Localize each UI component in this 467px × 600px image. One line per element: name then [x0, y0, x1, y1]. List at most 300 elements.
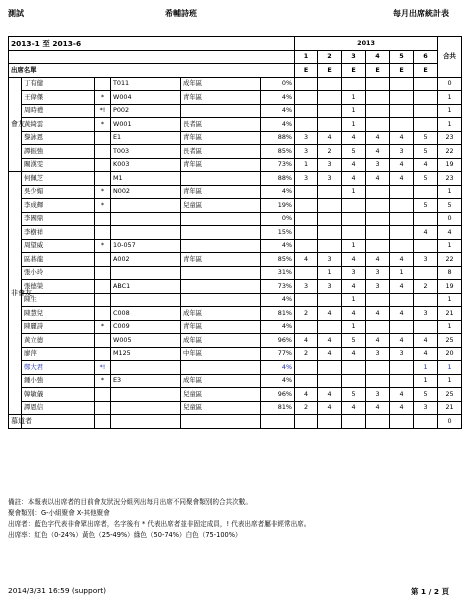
- month-count: 3: [366, 347, 390, 361]
- month-count: 1: [390, 266, 414, 280]
- month-count: 3: [414, 401, 438, 415]
- month-count: 1: [342, 91, 366, 105]
- row-total: 1: [438, 320, 462, 334]
- row-total: 1: [438, 374, 462, 388]
- member-mark: [95, 158, 111, 172]
- month-count: [318, 91, 342, 105]
- meeting-type: E: [414, 64, 438, 78]
- month-count: 4: [318, 347, 342, 361]
- member-name: 黃立德: [22, 334, 95, 348]
- row-total: 20: [438, 347, 462, 361]
- member-area: [181, 280, 261, 294]
- member-name: 何佩芝: [22, 172, 95, 186]
- member-mark: *: [95, 118, 111, 132]
- member-name: 張德榮: [22, 280, 95, 294]
- month-count: 4: [414, 226, 438, 240]
- list-header: 出席名單: [9, 64, 295, 78]
- month-count: 4: [342, 280, 366, 294]
- month-count: [342, 361, 366, 375]
- meeting-type: E: [342, 64, 366, 78]
- month-count: 4: [366, 307, 390, 321]
- attendance-rate: 88%: [261, 131, 295, 145]
- footer-timestamp: 2014/3/31 16:59 (support): [8, 586, 107, 595]
- month-count: [342, 226, 366, 240]
- month-row: [9, 50, 462, 64]
- month-count: [414, 91, 438, 105]
- month-count: [318, 226, 342, 240]
- month-count: 4: [295, 253, 318, 267]
- member-mark: [95, 293, 111, 307]
- month-count: [390, 415, 414, 429]
- month-count: [318, 374, 342, 388]
- month-count: 4: [390, 388, 414, 402]
- month-count: 4: [318, 401, 342, 415]
- member-code: [111, 361, 181, 375]
- month-count: [295, 212, 318, 226]
- member-code: P002: [111, 104, 181, 118]
- member-name: 丁有健: [22, 77, 95, 91]
- member-area: 兒童區: [181, 388, 261, 402]
- member-area: 成年區: [181, 307, 261, 321]
- member-name: [22, 415, 95, 429]
- month-count: [318, 104, 342, 118]
- attendance-rate: 4%: [261, 374, 295, 388]
- member-mark: [95, 334, 111, 348]
- row-total: 1: [438, 104, 462, 118]
- month-count: 3: [366, 266, 390, 280]
- member-code: A002: [111, 253, 181, 267]
- member-area: [181, 415, 261, 429]
- month-count: 3: [295, 145, 318, 159]
- date-range: 2013-1 至 2013-6: [9, 37, 295, 51]
- month-count: 5: [342, 145, 366, 159]
- month-count: 4: [366, 145, 390, 159]
- month-count: [414, 212, 438, 226]
- member-area: [181, 226, 261, 240]
- member-area: 中年區: [181, 347, 261, 361]
- month-count: [295, 226, 318, 240]
- member-mark: [95, 266, 111, 280]
- attendance-rate: 85%: [261, 145, 295, 159]
- member-code: T011: [111, 77, 181, 91]
- member-name: 陳慧兒: [22, 307, 95, 321]
- attendance-rate: 4%: [261, 320, 295, 334]
- member-code: [111, 293, 181, 307]
- report-title-right: 每月出席統計表: [393, 9, 449, 18]
- member-code: [111, 401, 181, 415]
- month-count: [366, 239, 390, 253]
- month-count: 4: [295, 334, 318, 348]
- month-count: 4: [366, 131, 390, 145]
- member-name: 陳生: [22, 293, 95, 307]
- member-area: [181, 361, 261, 375]
- month-count: 4: [414, 334, 438, 348]
- month-count: [295, 415, 318, 429]
- attendance-rate: 4%: [261, 104, 295, 118]
- row-total: 0: [438, 77, 462, 91]
- member-area: [181, 104, 261, 118]
- row-total: 25: [438, 388, 462, 402]
- meeting-type-row: [9, 64, 462, 78]
- month-count: 3: [318, 158, 342, 172]
- report-title-center: 希輔詩班: [165, 9, 197, 18]
- member-area: 青年區: [181, 158, 261, 172]
- member-mark: [95, 212, 111, 226]
- attendance-rate: 0%: [261, 212, 295, 226]
- row-total: 21: [438, 401, 462, 415]
- footer-page-number: 第 1 / 2 頁: [410, 587, 449, 596]
- member-mark: [95, 415, 111, 429]
- month-count: [390, 212, 414, 226]
- month-count: [295, 361, 318, 375]
- member-mark: *: [95, 320, 111, 334]
- attendance-rate: 85%: [261, 253, 295, 267]
- month-count: 4: [390, 253, 414, 267]
- table-row: [9, 131, 462, 145]
- attendance-rate: 31%: [261, 266, 295, 280]
- month-count: 4: [414, 347, 438, 361]
- month-count: 4: [390, 158, 414, 172]
- month-header: 5: [390, 50, 414, 64]
- month-count: 3: [366, 280, 390, 294]
- row-total: 1: [438, 91, 462, 105]
- month-count: [366, 415, 390, 429]
- member-name: 韓敏儀: [22, 388, 95, 402]
- member-name: 周望威: [22, 239, 95, 253]
- month-count: 5: [414, 199, 438, 213]
- table-row: [9, 185, 462, 199]
- month-header: 4: [366, 50, 390, 64]
- month-count: [366, 104, 390, 118]
- month-count: 3: [295, 131, 318, 145]
- attendance-rate: 4%: [261, 361, 295, 375]
- table-row: [9, 388, 462, 402]
- table-row: [9, 266, 462, 280]
- member-name: 李樹祥: [22, 226, 95, 240]
- table-row: [9, 77, 462, 91]
- member-name: 陳麗詩: [22, 320, 95, 334]
- month-count: [295, 239, 318, 253]
- month-count: [390, 91, 414, 105]
- table-row: [9, 293, 462, 307]
- month-count: [295, 118, 318, 132]
- member-mark: *: [95, 185, 111, 199]
- member-mark: [95, 131, 111, 145]
- member-area: 青年區: [181, 253, 261, 267]
- month-count: [318, 199, 342, 213]
- month-count: [390, 118, 414, 132]
- month-count: 4: [318, 131, 342, 145]
- month-count: 4: [295, 388, 318, 402]
- attendance-rate: 73%: [261, 280, 295, 294]
- table-row: [9, 104, 462, 118]
- month-count: 3: [390, 145, 414, 159]
- member-name: 譚恩信: [22, 401, 95, 415]
- list-header-spacer: [9, 50, 295, 64]
- attendance-rate: 4%: [261, 118, 295, 132]
- month-count: [295, 77, 318, 91]
- month-count: 4: [390, 131, 414, 145]
- month-count: [342, 77, 366, 91]
- month-count: [342, 199, 366, 213]
- member-code: M1: [111, 172, 181, 186]
- month-count: 4: [390, 334, 414, 348]
- table-row: [9, 172, 462, 186]
- month-count: [414, 415, 438, 429]
- member-name: 關漢雯: [22, 158, 95, 172]
- month-count: 2: [295, 307, 318, 321]
- member-area: 青年區: [181, 320, 261, 334]
- month-count: [390, 320, 414, 334]
- month-count: 4: [342, 131, 366, 145]
- report-title-left: 測試: [8, 9, 24, 18]
- month-count: [318, 185, 342, 199]
- member-area: 成年區: [181, 374, 261, 388]
- row-total: 1: [438, 118, 462, 132]
- month-count: [390, 226, 414, 240]
- month-count: [366, 199, 390, 213]
- month-count: 4: [342, 347, 366, 361]
- month-count: [318, 239, 342, 253]
- member-code: 10-057: [111, 239, 181, 253]
- member-code: K003: [111, 158, 181, 172]
- member-mark: [95, 226, 111, 240]
- member-mark: *!: [95, 104, 111, 118]
- meeting-type: E: [318, 64, 342, 78]
- month-count: [366, 374, 390, 388]
- month-count: [390, 104, 414, 118]
- month-count: [366, 185, 390, 199]
- row-total: 22: [438, 145, 462, 159]
- month-count: 2: [414, 280, 438, 294]
- table-row: [9, 361, 462, 375]
- member-name: 黎詠恩: [22, 131, 95, 145]
- month-count: [390, 185, 414, 199]
- month-header: 2: [318, 50, 342, 64]
- month-count: [414, 239, 438, 253]
- attendance-rate: 4%: [261, 91, 295, 105]
- member-area: [181, 266, 261, 280]
- member-code: T003: [111, 145, 181, 159]
- month-count: 4: [414, 158, 438, 172]
- attendance-rate: 88%: [261, 172, 295, 186]
- month-count: [366, 293, 390, 307]
- member-area: 青年區: [181, 131, 261, 145]
- month-count: 1: [342, 118, 366, 132]
- table-row: [9, 307, 462, 321]
- row-total: 4: [438, 226, 462, 240]
- month-count: 1: [342, 239, 366, 253]
- member-mark: [95, 388, 111, 402]
- member-area: 青年區: [181, 185, 261, 199]
- table-row: [9, 401, 462, 415]
- row-total: 1: [438, 361, 462, 375]
- member-code: [111, 212, 181, 226]
- member-name: 鄭大君: [22, 361, 95, 375]
- month-count: [295, 320, 318, 334]
- member-code: [111, 388, 181, 402]
- month-count: 3: [318, 253, 342, 267]
- row-total: 1: [438, 293, 462, 307]
- month-count: 1: [342, 320, 366, 334]
- month-count: [318, 118, 342, 132]
- month-count: [390, 293, 414, 307]
- attendance-rate: [261, 415, 295, 429]
- month-count: 4: [318, 388, 342, 402]
- month-count: 5: [342, 388, 366, 402]
- note-line: 出席率：紅色（0-24%）黃色（25-49%）綠色（50-74%）白色（75-100%）: [8, 531, 242, 539]
- month-count: [390, 77, 414, 91]
- month-count: 1: [342, 104, 366, 118]
- group-label: 非會友: [9, 172, 22, 415]
- month-count: 5: [414, 131, 438, 145]
- report-notes: [8, 497, 310, 541]
- table-row: [9, 320, 462, 334]
- month-count: 3: [342, 266, 366, 280]
- month-count: 4: [342, 253, 366, 267]
- month-count: [295, 266, 318, 280]
- table-row: [9, 415, 462, 429]
- member-name: 張小玲: [22, 266, 95, 280]
- month-count: 4: [342, 307, 366, 321]
- member-mark: [95, 401, 111, 415]
- member-name: 譚振強: [22, 145, 95, 159]
- member-area: 成年區: [181, 77, 261, 91]
- member-area: [181, 212, 261, 226]
- table-row: [9, 280, 462, 294]
- attendance-rate: 4%: [261, 293, 295, 307]
- group-label: 慕道者: [9, 415, 22, 429]
- month-count: [318, 77, 342, 91]
- member-mark: *: [95, 199, 111, 213]
- month-count: 3: [414, 307, 438, 321]
- table-row: [9, 226, 462, 240]
- member-mark: *: [95, 91, 111, 105]
- month-header: 3: [342, 50, 366, 64]
- month-count: [318, 293, 342, 307]
- member-name: 黃綺雲: [22, 118, 95, 132]
- month-count: [414, 104, 438, 118]
- month-count: [366, 118, 390, 132]
- month-count: 5: [414, 388, 438, 402]
- member-mark: *: [95, 239, 111, 253]
- row-total: 0: [438, 415, 462, 429]
- attendance-rate: 0%: [261, 77, 295, 91]
- member-mark: *!: [95, 361, 111, 375]
- attendance-rate: 4%: [261, 185, 295, 199]
- member-area: 長者區: [181, 145, 261, 159]
- month-count: [342, 415, 366, 429]
- month-count: [366, 77, 390, 91]
- member-mark: [95, 280, 111, 294]
- month-header: 1: [295, 50, 318, 64]
- table-row: [9, 334, 462, 348]
- member-name: 李國鼎: [22, 212, 95, 226]
- member-mark: *: [95, 374, 111, 388]
- month-count: 1: [318, 266, 342, 280]
- month-count: [366, 320, 390, 334]
- month-count: [366, 212, 390, 226]
- month-count: [318, 415, 342, 429]
- note-line: 出席者：藍色字代表非會眾出席者，名字後有 * 代表出席者並非固定成員，! 代表出席者屬非經常出席。: [8, 520, 311, 528]
- table-row: [9, 212, 462, 226]
- month-count: 1: [295, 158, 318, 172]
- month-header: 6: [414, 50, 438, 64]
- month-count: [318, 361, 342, 375]
- row-total: 1: [438, 185, 462, 199]
- month-count: [366, 361, 390, 375]
- month-count: 4: [390, 307, 414, 321]
- row-total: 0: [438, 212, 462, 226]
- month-count: 3: [295, 280, 318, 294]
- month-count: 1: [414, 374, 438, 388]
- month-count: 5: [342, 334, 366, 348]
- month-count: [295, 185, 318, 199]
- row-total: 21: [438, 307, 462, 321]
- member-code: [111, 226, 181, 240]
- month-count: 4: [318, 334, 342, 348]
- month-count: [414, 118, 438, 132]
- meeting-type: E: [366, 64, 390, 78]
- month-count: 3: [318, 280, 342, 294]
- row-total: 25: [438, 334, 462, 348]
- month-count: 4: [390, 401, 414, 415]
- month-count: [390, 361, 414, 375]
- month-count: [295, 374, 318, 388]
- row-total: 22: [438, 253, 462, 267]
- table-row: [9, 199, 462, 213]
- member-code: C008: [111, 307, 181, 321]
- month-count: 4: [366, 172, 390, 186]
- member-mark: [95, 347, 111, 361]
- attendance-rate: 81%: [261, 307, 295, 321]
- month-count: [295, 91, 318, 105]
- member-code: E3: [111, 374, 181, 388]
- member-area: [181, 239, 261, 253]
- month-count: 4: [366, 334, 390, 348]
- row-total: 23: [438, 131, 462, 145]
- member-name: 李成輝: [22, 199, 95, 213]
- member-area: 成年區: [181, 334, 261, 348]
- month-count: 1: [342, 293, 366, 307]
- member-code: W004: [111, 91, 181, 105]
- month-count: [295, 199, 318, 213]
- member-name: 廖萍: [22, 347, 95, 361]
- table-row: [9, 347, 462, 361]
- month-count: 3: [414, 253, 438, 267]
- member-mark: [95, 77, 111, 91]
- member-code: N002: [111, 185, 181, 199]
- month-count: [366, 226, 390, 240]
- month-count: [318, 212, 342, 226]
- month-count: [414, 320, 438, 334]
- member-code: ABC1: [111, 280, 181, 294]
- member-name: 周時禮: [22, 104, 95, 118]
- month-count: [390, 239, 414, 253]
- member-code: [111, 199, 181, 213]
- year-header: 2013: [295, 37, 438, 51]
- attendance-rate: 4%: [261, 239, 295, 253]
- meeting-type: E: [390, 64, 414, 78]
- member-name: 吳少媚: [22, 185, 95, 199]
- table-row: [9, 253, 462, 267]
- month-count: 5: [414, 172, 438, 186]
- month-count: 4: [366, 253, 390, 267]
- attendance-rate: 81%: [261, 401, 295, 415]
- month-count: 3: [295, 172, 318, 186]
- month-count: 4: [318, 307, 342, 321]
- month-count: 2: [295, 401, 318, 415]
